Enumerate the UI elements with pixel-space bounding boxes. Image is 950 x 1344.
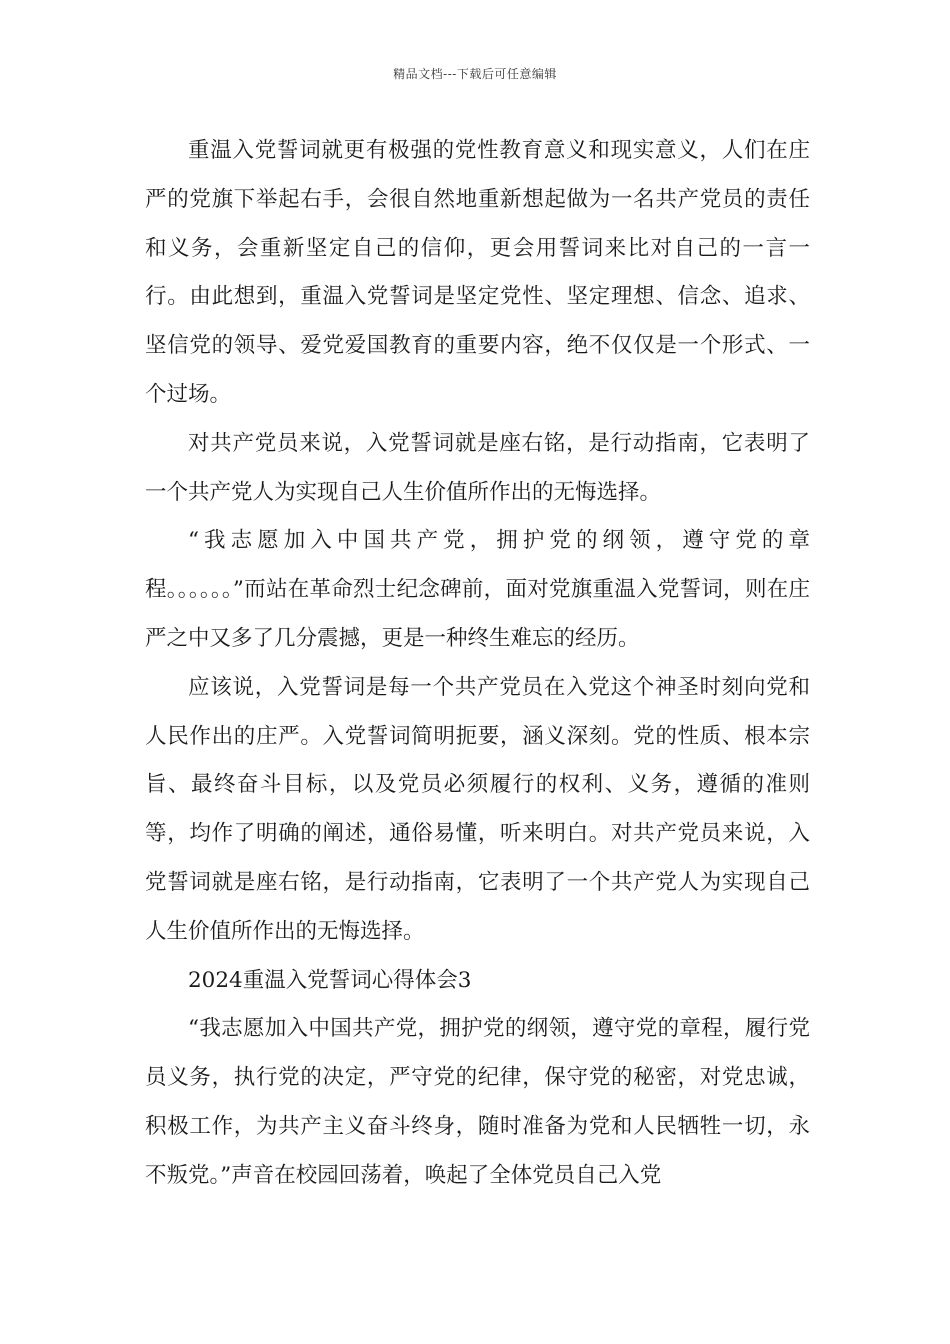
paragraph-2: 对共产党员来说，入党誓词就是座右铭，是行动指南，它表明了一个共产党人为实现自己人生价值所作出的无悔选择。 (145, 430, 810, 505)
paragraph-3: “我志愿加入中国共产党，拥护党的纲领，遵守党的章程。。。。。。”而站在革命烈士纪念碑前，面对党旗重温入党誓词，则在庄严之中又多了几分震撼，更是一种终生难忘的经历。 (145, 528, 810, 651)
paragraph-1: 重温入党誓词就更有极强的党性教育意义和现实意义，人们在庄严的党旗下举起右手，会很自然地重新想起做为一名共产党员的责任和义务，会重新坚定自己的信仰，更会用誓词来比对自己的一言一行。由此想到，重温入党誓词是坚定党性、坚定理想、信念、追求、坚信党的领导、爱党爱国教育的重要内容，绝不仅仅是一个形式、一个过场。 (145, 138, 810, 407)
paragraph-5: “我志愿加入中国共产党，拥护党的纲领，遵守党的章程，履行党员义务，执行党的决定，严守党的纪律，保守党的秘密，对党忠诚，积极工作，为共产主义奋斗终身，随时准备为党和人民牺牲一切，永不叛党。”声音在校园回荡着，唤起了全体党员自己入党 (145, 1016, 810, 1188)
paragraph-4: 应该说，入党誓词是每一个共产党员在入党这个神圣时刻向党和人民作出的庄严。入党誓词简明扼要，涵义深刻。党的性质、根本宗旨、最终奋斗目标，以及党员必须履行的权利、义务，遵循的准则等，均作了明确的阐述，通俗易懂，听来明白。对共产党员来说，入党誓词就是座右铭，是行动指南，它表明了一个共产党人为实现自己人生价值所作出的无悔选择。 (145, 674, 810, 944)
section-heading: 2024重温入党誓词心得体会3 (188, 967, 472, 993)
document-body (145, 127, 810, 1201)
page-header: 精品文档---下载后可任意编辑 (393, 67, 557, 81)
